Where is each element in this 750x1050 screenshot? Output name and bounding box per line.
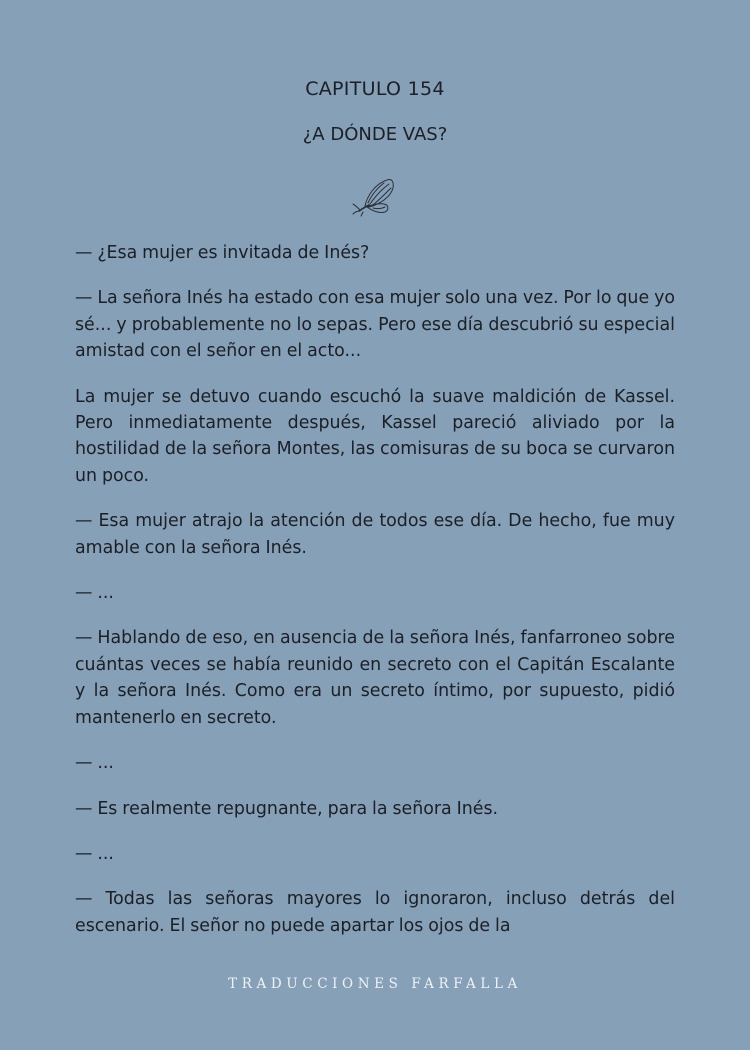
- paragraph: — Hablando de eso, en ausencia de la señora Inés, fanfarroneo sobre cuántas veces se había reunido en secreto con el Capitán Escalante y la señora Inés. Como era un secreto íntimo, por supuesto, pidió mantenerlo en secreto.: [75, 628, 675, 728]
- paragraph: — ¿Esa mujer es invitada de Inés?: [75, 243, 370, 263]
- paragraph: — Todas las señoras mayores lo ignoraron, incluso detrás del escenario. El señor no puede apartar los ojos de la: [75, 889, 675, 936]
- footer-credit: TRADUCCIONES FARFALLA: [228, 976, 522, 992]
- paragraph: — Es realmente repugnante, para la señora Inés.: [75, 798, 499, 819]
- butterfly-icon: [351, 174, 397, 218]
- chapter-heading: CAPITULO 154: [305, 78, 445, 100]
- paragraph: — ...: [75, 753, 114, 774]
- paragraph: La mujer se detuvo cuando escuchó la suave maldición de Kassel. Pero inmediatamente después, Kassel pareció aliviado por la hostilidad de la señora Montes, las comisuras de su boca se curvaron un poco.: [75, 386, 675, 486]
- paragraph: — Esa mujer atrajo la atención de todos ese día. De hecho, fue muy amable con la señora Inés.: [75, 511, 675, 558]
- paragraph: — ...: [75, 843, 114, 864]
- paragraph: — ...: [75, 583, 114, 604]
- chapter-title: ¿A DÓNDE VAS?: [302, 124, 448, 145]
- paragraph: — La señora Inés ha estado con esa mujer solo una vez. Por lo que yo sé... y probablemente no lo sepas. Pero ese día descubrió su especial amistad con el señor en el acto...: [75, 288, 675, 362]
- chapter-body: [75, 240, 675, 968]
